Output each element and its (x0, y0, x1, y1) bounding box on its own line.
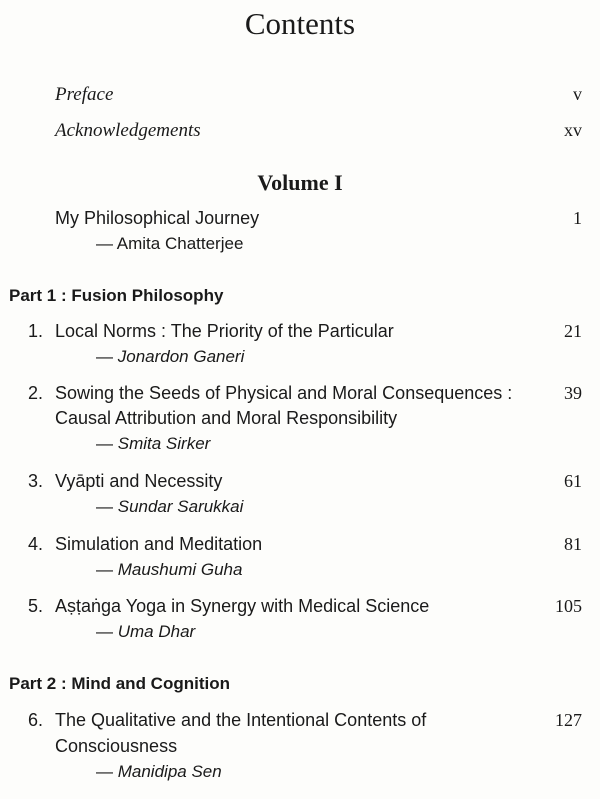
toc-entry-number: 6. (28, 710, 44, 730)
volume-heading: Volume I (257, 170, 343, 195)
toc-entry-number: 3. (28, 471, 44, 491)
toc-entry-author: — Uma Dhar (96, 622, 196, 641)
toc-entry-author: — Maushumi Guha (96, 560, 243, 579)
toc-entry-author: — Sundar Sarukkai (96, 497, 244, 516)
author-name: Uma Dhar (117, 622, 196, 641)
toc-entry-number: 5. (28, 596, 44, 616)
toc-entry-title: Vyāpti and Necessity (55, 471, 223, 491)
toc-entry-title-line2: Causal Attribution and Moral Responsibility (55, 408, 398, 428)
author-name: Smita Sirker (117, 434, 211, 453)
toc-entry-intro-title: My Philosophical Journey (55, 208, 260, 228)
toc-entry-author: — Manidipa Sen (96, 762, 222, 781)
toc-entry-title: Simulation and Meditation (55, 534, 263, 554)
part-heading: Part 2 : Mind and Cognition (9, 674, 230, 693)
toc-entry-page: 39 (564, 383, 582, 403)
toc-entry-author: — Jonardon Ganeri (96, 347, 245, 366)
toc-entry-number: 1. (28, 321, 44, 341)
toc-entry-number: 2. (28, 383, 44, 403)
toc-entry-preface-title: Preface (55, 84, 114, 105)
author-name: Sundar Sarukkai (117, 497, 244, 516)
toc-entry-preface-page: v (573, 84, 582, 104)
toc-entry-page: 61 (564, 471, 582, 491)
part-heading: Part 1 : Fusion Philosophy (9, 286, 224, 305)
toc-entry-page: 81 (564, 534, 582, 554)
toc-entry-page: 105 (555, 596, 582, 616)
toc-entry-page: 127 (555, 710, 582, 730)
toc-entry-author: — Smita Sirker (96, 434, 211, 453)
toc-entry-title: The Qualitative and the Intentional Contents of (55, 710, 427, 730)
author-name: Manidipa Sen (117, 762, 222, 781)
toc-entry-title: Aṣṭaṅga Yoga in Synergy with Medical Science (55, 596, 430, 616)
page-title: Contents (244, 6, 356, 41)
toc-entry-intro-page: 1 (573, 208, 582, 228)
toc-entry-page: 21 (564, 321, 582, 341)
toc-entry-title: Local Norms : The Priority of the Particular (55, 321, 394, 341)
toc-entry-title-line2: Consciousness (55, 736, 178, 756)
toc-entry-number: 4. (28, 534, 44, 554)
author-name: Jonardon Ganeri (117, 347, 245, 366)
toc-entry-intro-author: — Amita Chatterjee (96, 234, 244, 253)
toc-entry-acknowledgements-page: xv (564, 120, 582, 140)
author-name: Maushumi Guha (117, 560, 243, 579)
toc-entry-title: Sowing the Seeds of Physical and Moral Consequences : (55, 383, 513, 403)
toc-entry-acknowledgements-title: Acknowledgements (55, 120, 201, 141)
